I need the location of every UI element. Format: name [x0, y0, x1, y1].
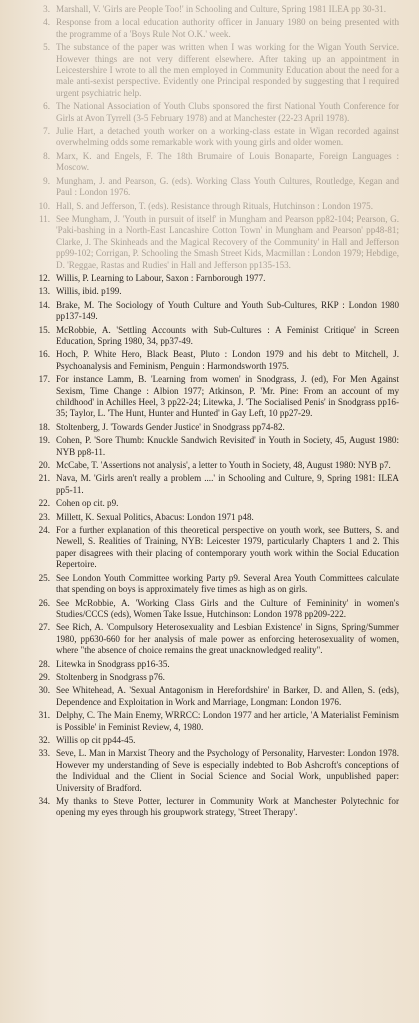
footnote-number: 20.	[38, 460, 50, 471]
footnote	[0, 201, 419, 212]
footnote-number: 31.	[38, 710, 50, 721]
footnote-number: 32.	[38, 734, 50, 745]
footnote-number: 26.	[38, 597, 50, 608]
footnote-text: My thanks to Steve Potter, lecturer in Community Work at Manchester Polytechnic for opening my eyes through his groupwork strategy, 'Street Therapy'.	[56, 796, 399, 818]
footnote	[0, 512, 419, 523]
footnote-text: See Whitehead, A. 'Sexual Antagonism in Herefordshire' in Barker, D. and Allen, S. (eds), Dependence and Exploitation in Work and Marriage, Longman: London 1976.	[56, 685, 399, 707]
footnote-number: 18.	[38, 421, 50, 432]
footnote-text: Cohen, P. 'Sore Thumb: Knuckle Sandwich Revisited' in Youth in Society, 45, August 1980: NYB pp8-11.	[56, 435, 399, 457]
footnote-number: 33.	[38, 748, 50, 759]
footnote-number: 8.	[43, 150, 50, 161]
footnote-number: 24.	[38, 525, 50, 536]
footnote	[0, 685, 419, 708]
footnote-text: Millett, K. Sexual Politics, Abacus: London 1971 p48.	[56, 511, 254, 522]
footnote-text: For instance Lamm, B. 'Learning from women' in Snodgrass, J. (ed), For Men Against Sexism, Time Change : Albion 1977; Atkinson, P. 'Mr. Pine: From an account of my childhood' in Achilles Heel, 3 pp22-24; Litewka, J. 'The Socialised Penis' in Snodgrass pp16-35; Taylor, L. 'The Hunt, Hunter and Hunted' in Gay Left, 10 pp27-29.	[56, 374, 399, 419]
footnote-number: 10.	[38, 200, 50, 211]
footnote-number: 3.	[43, 4, 50, 14]
footnote-text: See London Youth Committee working Party p9. Several Area Youth Committees calculate that spending on boys is approximately five times as high as on girls.	[56, 572, 399, 595]
footnote	[0, 126, 419, 149]
footnote-text: See McRobbie, A. 'Working Class Girls and the Culture of Femininity' in women's Studies/CCCS (eds), Women Take Issue, Hutchinson: London 1978 pp209-222.	[56, 597, 399, 619]
footnote	[0, 525, 419, 571]
footnote-text: See Mungham, J. 'Youth in pursuit of itself' in Mungham and Pearson pp82-104; Pearson, G. 'Paki-bashing in a North-East Lancashire Cotton Town' in Mungham and Pearson' pp48-81; Clarke, J. The Skinheads and the Magical Recovery of the Community' in Hall and Jefferson pp99-102; Corrigan, P. Schooling the Smash Street Kids, Macmillan : London 1979; Hebdige, D. 'Reggae, Rastas and Rudies' in Hall and Jefferson pp135-153.	[56, 213, 399, 270]
footnote-text: Stoltenberg in Snodgrass p76.	[56, 671, 165, 682]
footnote	[0, 4, 419, 15]
footnote-text: Mungham, J. and Pearson, G. (eds). Working Class Youth Cultures, Routledge, Kegan and Paul : London 1976.	[56, 175, 399, 198]
footnote	[0, 374, 419, 420]
footnote	[0, 672, 419, 683]
footnote-number: 29.	[38, 671, 50, 682]
footnote	[0, 42, 419, 99]
footnote-number: 22.	[38, 498, 50, 509]
footnote	[0, 622, 419, 656]
footnote	[0, 435, 419, 458]
footnote-number: 14.	[38, 299, 50, 310]
footnote-text: Willis op cit pp44-45.	[56, 734, 136, 745]
footnote-text: Litewka in Snodgrass pp16-35.	[56, 658, 170, 669]
footnote-text: For a further explanation of this theoretical perspective on youth work, see Butters, S. and Newell, S. Realities of Training, NYB: Leicester 1979, particularly Chapters 1 and 2. This paper disagrees with their placing of contemporary youth work within the Social Education Repertoire.	[56, 525, 399, 570]
footnote-number: 7.	[43, 126, 50, 137]
footnote-text: Response from a local education authority officer in January 1980 on being presented with the programme of a 'Boys Rule Not O.K.' week.	[56, 17, 399, 39]
footnote-text: Marx, K. and Engels, F. The 18th Brumaire of Louis Bonaparte, Foreign Languages : Moscow.	[56, 150, 399, 173]
footnote	[0, 573, 419, 596]
footnote-text: Hoch, P. White Hero, Black Beast, Pluto : London 1979 and his debt to Mitchell, J. Psychoanalysis and Feminism, Penguin : Harmondsworth 1975.	[56, 349, 399, 371]
footnote	[0, 710, 419, 733]
footnote	[0, 273, 419, 284]
footnote-text: Willis, ibid. p199.	[56, 286, 122, 297]
footnote-text: Brake, M. The Sociology of Youth Culture and Youth Sub-Cultures, RKP : London 1980 pp137-149.	[56, 299, 399, 322]
footnote-text: The National Association of Youth Clubs sponsored the first National Youth Conference for Girls at Avon Tyrrell (3-5 February 1978) and at Manchester (22-23 April 1978).	[56, 101, 399, 123]
footnote-number: 34.	[38, 796, 50, 806]
footnote-number: 27.	[38, 622, 50, 633]
footnote	[0, 349, 419, 372]
footnote-text: Nava, M. 'Girls aren't really a problem ....' in Schooling and Culture, 9, Spring 1981: ILEA pp5-11.	[56, 473, 399, 495]
footnote	[0, 325, 419, 348]
footnote-text: Hall, S. and Jefferson, T. (eds). Resistance through Rituals, Hutchinson : London 1975.	[56, 200, 373, 211]
footnote-text: McRobbie, A. 'Settling Accounts with Sub-Cultures : A Feminist Critique' in Screen Education, Spring 1980, 34, pp37-49.	[56, 324, 399, 346]
footnote-text: Cohen op cit. p9.	[56, 498, 119, 509]
footnote	[0, 796, 419, 819]
footnotes-list	[0, 4, 419, 821]
footnote	[0, 422, 419, 433]
footnote-number: 25.	[38, 572, 50, 583]
footnote	[0, 300, 419, 323]
footnote-number: 11.	[38, 213, 50, 224]
footnote	[0, 735, 419, 746]
footnote-number: 6.	[43, 101, 50, 112]
footnote	[0, 659, 419, 670]
footnote-text: McCabe, T. 'Assertions not analysis', a letter to Youth in Society, 48, August 1980: NYB p7.	[56, 460, 391, 471]
footnote-number: 4.	[43, 17, 50, 28]
footnote-number: 16.	[38, 349, 50, 360]
footnote-text: Seve, L. Man in Marxist Theory and the Psychology of Personality, Harvester: London 1978. However my understanding of Seve is especially indebted to Bob Ashcroft's conceptions of the Individual and the Client in Social Science and Social Work, unpublished paper: University of Bradford.	[56, 748, 399, 793]
footnote-number: 21.	[38, 473, 50, 484]
footnote-number: 30.	[38, 685, 50, 696]
footnote	[0, 17, 419, 40]
footnote-text: Stoltenberg, J. 'Towards Gender Justice' in Snodgrass pp74-82.	[56, 421, 285, 432]
footnote-text: The substance of the paper was written when I was working for the Wigan Youth Service. However things are not very different elsewhere. After taking up an appointment in Leicestershire I wrote to all the men employed in Community Education about the need for a male anti-sexist perspective. Evidently one Principal responded by suggesting that I required urgent psychiatric help.	[56, 42, 399, 98]
footnote	[0, 176, 419, 199]
footnote-text: Marshall, V. 'Girls are People Too!' in Schooling and Culture, Spring 1981 ILEA pp 30-31.	[56, 4, 386, 14]
footnote	[0, 748, 419, 794]
footnote-number: 13.	[38, 286, 50, 297]
footnote	[0, 101, 419, 124]
footnote	[0, 286, 419, 297]
footnote-number: 5.	[43, 42, 50, 53]
footnote	[0, 473, 419, 496]
footnote	[0, 498, 419, 509]
footnote-text: Julie Hart, a detached youth worker on a working-class estate in Wigan recorded against overwhelming odds some remarkable work with young girls and older women.	[56, 126, 399, 148]
footnote-number: 19.	[38, 435, 50, 446]
footnote	[0, 214, 419, 271]
footnote-number: 9.	[43, 175, 50, 186]
footnote	[0, 598, 419, 621]
footnote	[0, 151, 419, 174]
footnote-text: See Rich, A. 'Compulsory Heterosexuality and Lesbian Existence' in Signs, Spring/Summer 1980, pp630-660 for her analysis of male power as enforcing heterosexuality of women, where "the absence of choice remains the great unacknowledged reality".	[56, 622, 399, 656]
footnote-number: 23.	[38, 511, 50, 522]
footnote-number: 17.	[38, 374, 50, 385]
footnote-number: 28.	[38, 658, 50, 669]
footnote	[0, 460, 419, 471]
footnote-number: 15.	[38, 324, 50, 335]
footnote-text: Willis, P. Learning to Labour, Saxon : Farnborough 1977.	[56, 272, 266, 283]
footnote-number: 12.	[38, 272, 50, 283]
footnote-text: Delphy, C. The Main Enemy, WRRCC: London 1977 and her article, 'A Materialist Feminism is Possible' in Feminist Review, 4, 1980.	[56, 710, 399, 732]
